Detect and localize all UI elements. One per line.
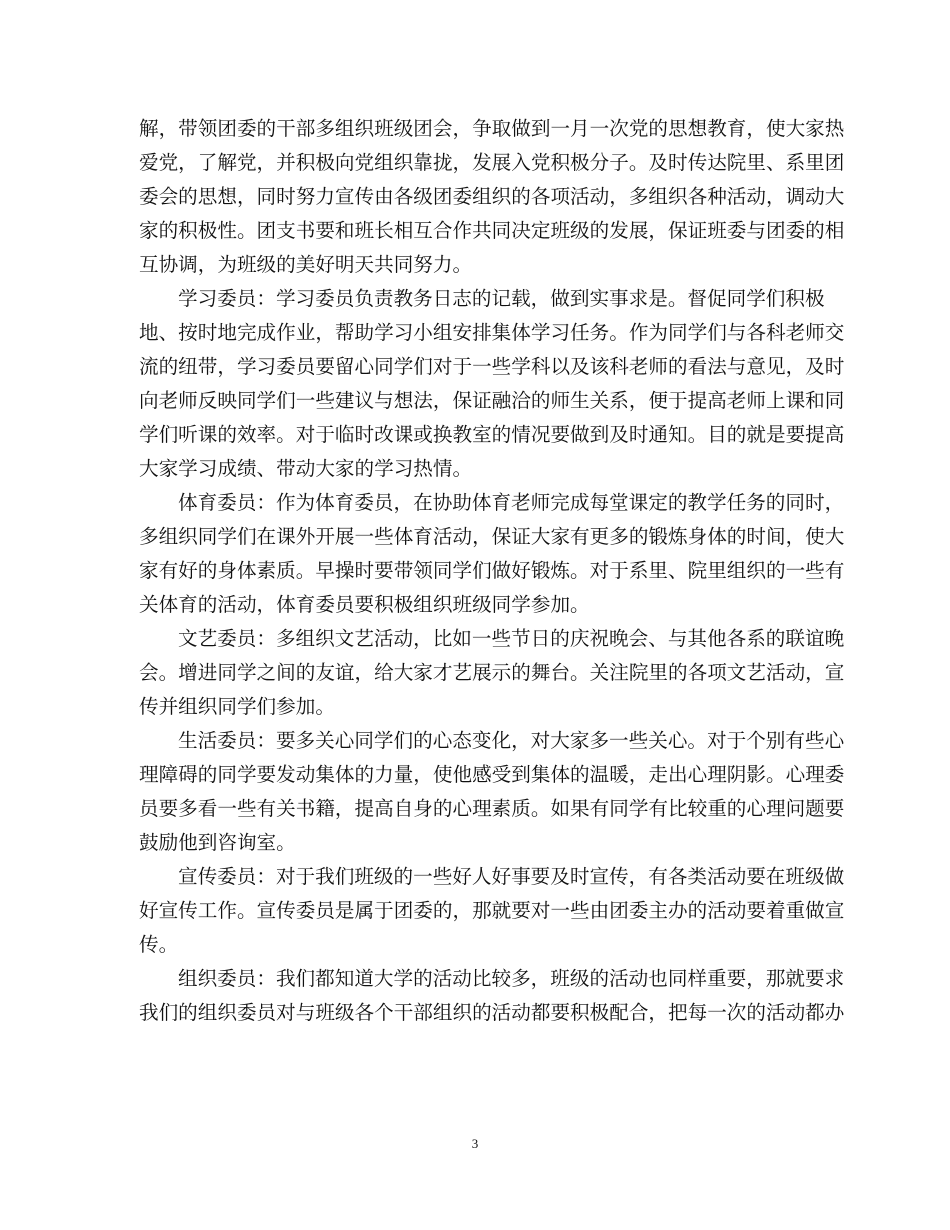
paragraph-line: 爱党，了解党，并积极向党组织靠拢，发展入党积极分子。及时传达院里、系里团: [139, 151, 845, 174]
paragraph-line: 体育委员：作为体育委员，在协助体育老师完成每堂课定的教学任务的同时，: [178, 491, 845, 514]
paragraph-line: 员要多看一些有关书籍，提高自身的心理素质。如果有同学有比较重的心理问题要: [139, 797, 845, 820]
paragraph-line: 生活委员：要多关心同学们的心态变化，对大家多一些关心。对于个别有些心: [178, 729, 845, 752]
paragraph-line: 家有好的身体素质。早操时要带领同学们做好锻炼。对于系里、院里组织的一些有: [139, 559, 845, 582]
paragraph-line: 学习委员：学习委员负责教务日志的记载，做到实事求是。督促同学们积极: [178, 287, 825, 310]
paragraph-line: 向老师反映同学们一些建议与想法，保证融洽的师生关系，便于提高老师上课和同: [139, 389, 845, 412]
paragraph-line: 多组织同学们在课外开展一些体育活动，保证大家有更多的锻炼身体的时间，使大: [139, 525, 845, 548]
paragraph-line: 传。: [139, 933, 179, 956]
paragraph-zuzhi-weiyuan: [139, 962, 845, 1030]
paragraph-line: 互协调，为班级的美好明天共同努力。: [139, 253, 473, 276]
paragraph-tuanzhishu-continued: [139, 112, 845, 282]
paragraph-line: 宣传委员：对于我们班级的一些好人好事要及时宣传，有各类活动要在班级做: [178, 865, 845, 888]
paragraph-line: 会。增进同学之间的友谊，给大家才艺展示的舞台。关注院里的各项文艺活动，宣: [139, 661, 845, 684]
paragraph-line: 地、按时地完成作业，帮助学习小组安排集体学习任务。作为同学们与各科老师交: [139, 321, 845, 344]
paragraph-line: 传并组织同学们参加。: [139, 695, 335, 718]
paragraph-line: 关体育的活动，体育委员要积极组织班级同学参加。: [139, 593, 590, 616]
paragraph-line: 文艺委员：多组织文艺活动，比如一些节日的庆祝晚会、与其他各系的联谊晚: [178, 627, 845, 650]
paragraph-wenyi-weiyuan: [139, 622, 845, 724]
paragraph-line: 流的纽带，学习委员要留心同学们对于一些学科以及该科老师的看法与意见，及时: [139, 355, 845, 378]
paragraph-tiyu-weiyuan: [139, 486, 845, 622]
paragraph-shenghuo-weiyuan: [139, 724, 845, 860]
paragraph-xuexi-weiyuan: [139, 282, 845, 486]
paragraph-line: 解，带领团委的干部多组织班级团会，争取做到一月一次党的思想教育，使大家热: [139, 117, 845, 140]
paragraph-line: 家的积极性。团支书要和班长相互合作共同决定班级的发展，保证班委与团委的相: [139, 219, 845, 242]
paragraph-line: 大家学习成绩、带动大家的学习热情。: [139, 457, 473, 480]
paragraph-line: 组织委员：我们都知道大学的活动比较多，班级的活动也同样重要，那就要求: [178, 967, 845, 990]
paragraph-line: 学们听课的效率。对于临时改课或换教室的情况要做到及时通知。目的就是要提高: [139, 423, 845, 446]
paragraph-line: 我们的组织委员对与班级各个干部组织的活动都要积极配合，把每一次的活动都办: [139, 1001, 845, 1024]
paragraph-line: 理障碍的同学要发动集体的力量，使他感受到集体的温暖，走出心理阴影。心理委: [139, 763, 845, 786]
paragraph-xuanchuan-weiyuan: [139, 860, 845, 962]
page-body: [139, 112, 845, 1030]
page-number: 3: [471, 1136, 479, 1151]
paragraph-line: 委会的思想，同时努力宣传由各级团委组织的各项活动，多组织各种活动，调动大: [139, 185, 845, 208]
paragraph-line: 鼓励他到咨询室。: [139, 831, 296, 854]
paragraph-line: 好宣传工作。宣传委员是属于团委的，那就要对一些由团委主办的活动要着重做宣: [139, 899, 845, 922]
